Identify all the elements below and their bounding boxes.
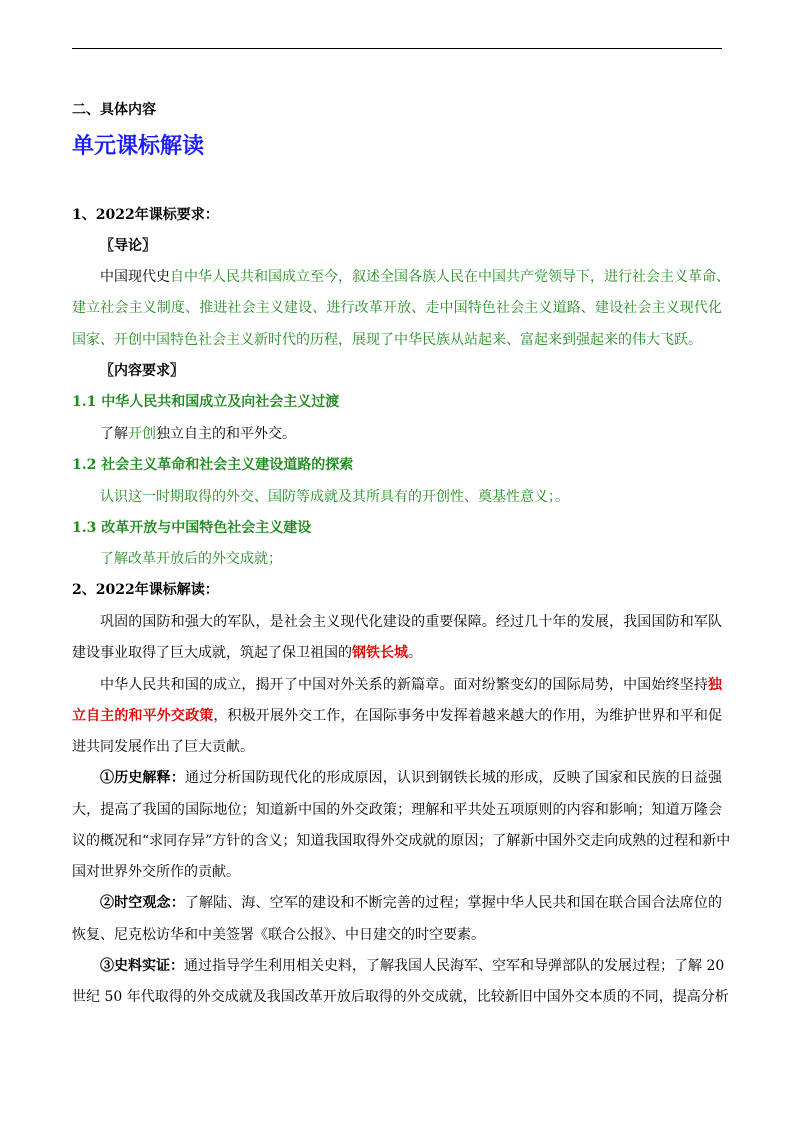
interpretation-heading: 2、2022年课标解读： [72, 582, 219, 598]
p4-line-1 [100, 893, 722, 913]
intro-label: 〖导论〗 [100, 238, 156, 254]
p3-text: 通过分析国防现代化的形成原因，认识到钢铁长城的形成，反映了国家和民族的日益强 [184, 770, 723, 786]
section-heading: 二、具体内容 [72, 102, 156, 118]
req-item-2-text: 认识这一时期取得的外交、国防等成就及其所具有的开创性、奠基性意义；。 [100, 489, 569, 505]
p1-end: 。 [408, 645, 422, 661]
p3-line-1 [100, 768, 722, 788]
p1-highlight: 钢铁长城 [352, 645, 408, 661]
p3-line-3: 议的概况和“求同存异”方针的含义；知道我国取得外交成就的原因；了解新中国外交走向成熟的过程和新中 [72, 833, 731, 849]
req-item-1-post: 独立自主的和平外交。 [156, 426, 296, 442]
p3-line-4: 国对世界外交所作的贡献。 [72, 864, 240, 880]
p2-highlight-start: 独 [708, 677, 722, 693]
p4-text: 了解陆、海、空军的建设和不断完善的过程；掌握中华人民共和国在联合国合法席位的 [184, 895, 723, 911]
p1-line-1: 巩固的国防和强大的军队，是社会主义现代化建设的重要保障。经过几十年的发展，我国国防和军队 [100, 614, 722, 630]
p2-line-2 [72, 706, 722, 726]
p4-line-2: 恢复、尼克松访华和中美签署《联合公报》、中日建交的时空要素。 [72, 927, 485, 943]
p5-line-2: 世纪 50 年代取得的外交成就及我国改革开放后取得的外交成就，比较新旧中国外交本质的不同，提高分析 [72, 989, 729, 1005]
p2-line-3: 进共同发展作出了巨大贡献。 [72, 739, 254, 755]
p2-line-1 [100, 675, 722, 695]
p2-highlight-end: 立自主的和平外交政策 [72, 708, 214, 724]
content-label: 〖内容要求〗 [100, 363, 184, 379]
intro-line-1 [100, 267, 730, 287]
intro-line-2: 建立社会主义制度、推进社会主义建设、进行改革开放、走中国特色社会主义道路、建设社会主义现代化 [72, 300, 722, 316]
req-item-3-text: 了解改革开放后的外交成就； [100, 551, 282, 567]
p5-label: ③史料实证： [100, 958, 184, 974]
p3-label: ①历史解释： [100, 770, 185, 786]
p3-line-2: 大，提高了我国的国际地位；知道新中国的外交政策；理解和平共处五项原则的内容和影响；知道万隆会 [72, 802, 722, 818]
req-item-3-title: 1.3 改革开放与中国特色社会主义建设 [72, 520, 312, 536]
p4-label: ②时空观念： [100, 895, 185, 911]
req-item-1-text [100, 424, 296, 444]
req-item-1-title: 1.1 中华人民共和国成立及向社会主义过渡 [72, 394, 340, 410]
intro-line-3: 国家、开创中国特色社会主义新时代的历程，展现了中华民族从站起来、富起来到强起来的伟大飞跃。 [72, 332, 702, 348]
p2-text: 中华人民共和国的成立，揭开了中国对外关系的新篇章。面对纷繁变幻的国际局势，中国始终坚持 [100, 677, 708, 693]
header-rule [72, 48, 722, 49]
p2-text-2: ，积极开展外交工作，在国际事务中发挥着越来越大的作用，为维护世界和平和促 [213, 708, 723, 724]
req-item-1-green: 开创 [128, 426, 156, 442]
req-item-1-pre: 了解 [100, 426, 128, 442]
p5-line-1 [100, 956, 725, 976]
p5-text: 通过指导学生利用相关史料，了解我国人民海军、空军和导弹部队的发展过程；了解 20 [184, 958, 725, 974]
unit-title: 单元课标解读 [72, 134, 205, 159]
requirements-heading: 1、2022年课标要求： [72, 207, 219, 223]
p1-text: 建设事业取得了巨大成就，筑起了保卫祖国的 [72, 645, 352, 661]
intro-text-black: 中国现代史 [100, 269, 170, 285]
req-item-2-title: 1.2 社会主义革命和社会主义建设道路的探索 [72, 457, 354, 473]
p1-line-2 [72, 643, 422, 663]
intro-text-green: 自中华人民共和国成立至今，叙述全国各族人民在中国共产党领导下，进行社会主义革命、 [170, 269, 730, 285]
